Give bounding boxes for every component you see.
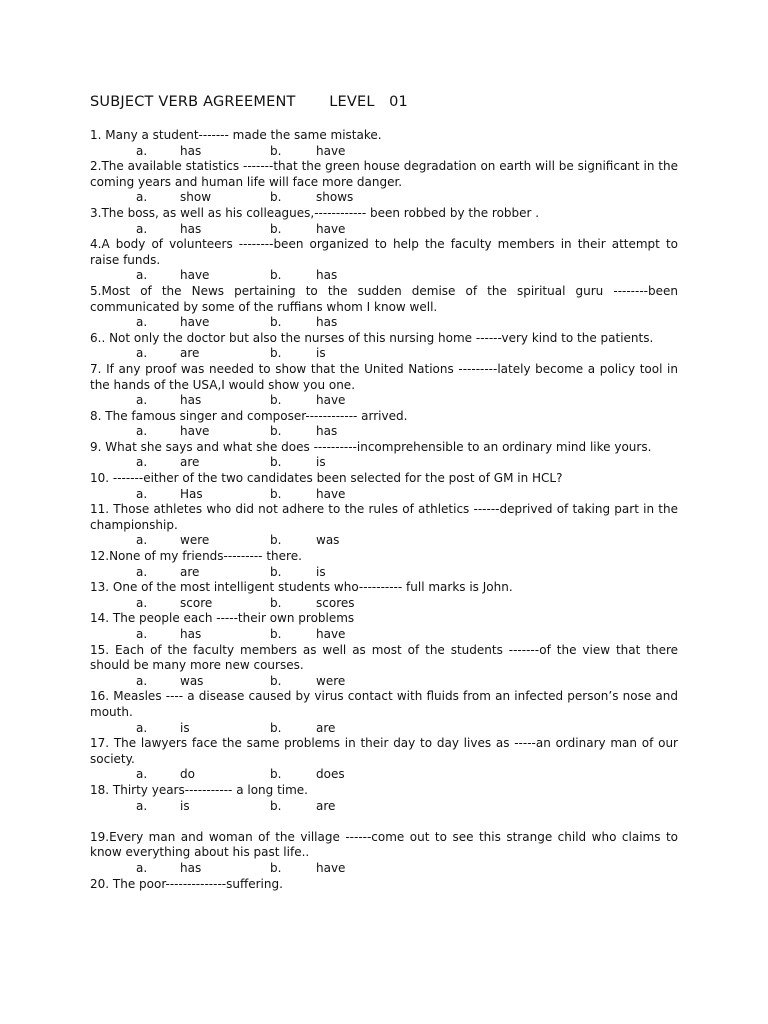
question-list [90, 128, 678, 892]
option-a-text: were [180, 533, 210, 548]
question-text: 7. If any proof was needed to show that the United Nations ---------lately become a policy tool in the hands of the USA,I would show you one. [90, 361, 678, 392]
question-text: 20. The poor--------------suffering. [90, 876, 283, 891]
answer-options [90, 268, 678, 284]
option-a-label: a. [136, 190, 148, 205]
question-item [90, 128, 678, 159]
question-item [90, 580, 678, 611]
question-text: 11. Those athletes who did not adhere to the rules of athletics ------deprived of taking part in the championship. [90, 502, 678, 532]
question-text: 1. Many a student------- made the same mistake. [90, 128, 382, 142]
question-text: 13. One of the most intelligent students who---------- full marks is John. [90, 580, 513, 595]
option-b-label: b. [270, 767, 282, 782]
document-title: SUBJECT VERB AGREEMENT LEVEL 01 [90, 94, 408, 110]
option-a-label: a. [136, 798, 148, 813]
answer-options [90, 799, 678, 815]
option-a-text: have [180, 268, 210, 283]
option-b-text: is [316, 455, 326, 470]
option-a-label: a. [136, 486, 148, 501]
option-b-text: is [316, 564, 326, 579]
question-text: 15. Each of the faculty members as well as most of the students -------of the view that there should be many more new courses. [90, 642, 678, 673]
question-text: 12.None of my friends--------- there. [90, 549, 302, 564]
question-item [90, 736, 678, 783]
option-b-text: have [316, 860, 346, 875]
answer-options [90, 596, 678, 612]
option-a-text: was [180, 673, 204, 688]
question-text: 18. Thirty years----------- a long time. [90, 782, 308, 797]
question-text: 17. The lawyers face the same problems in their day to day lives as -----an ordinary man of our society. [90, 736, 678, 766]
option-b-label: b. [270, 627, 282, 641]
option-b-label: b. [270, 424, 282, 439]
option-a-text: are [180, 455, 200, 470]
option-a-label: a. [136, 564, 148, 579]
option-b-label: b. [270, 798, 282, 813]
answer-options [90, 861, 678, 877]
question-item [90, 206, 678, 237]
option-a-label: a. [136, 767, 148, 782]
option-a-text: is [180, 798, 190, 813]
question-item [90, 643, 678, 690]
question-item [90, 440, 678, 471]
option-b-label: b. [270, 455, 282, 470]
question-text: 2.The available statistics -------that the green house degradation on earth will be significant in the coming years and human life will face more danger. [90, 159, 678, 189]
question-text: 9. What she says and what she does ----------incomprehensible to an ordinary mind like yours. [90, 439, 652, 454]
option-b-text: have [316, 627, 346, 641]
question-item [90, 237, 678, 284]
question-item [90, 284, 678, 331]
option-b-label: b. [270, 190, 282, 205]
answer-options [90, 721, 678, 737]
question-item [90, 362, 678, 409]
question-item [90, 549, 678, 580]
option-b-text: have [316, 221, 346, 236]
option-b-text: has [316, 424, 338, 439]
answer-options [90, 393, 678, 409]
question-text: 6.. Not only the doctor but also the nurses of this nursing home ------very kind to the patients. [90, 330, 654, 345]
answer-options [90, 424, 678, 440]
question-text: 16. Measles ---- a disease caused by virus contact with fluids from an infected person’s nose and mouth. [90, 689, 678, 719]
question-item [90, 689, 678, 736]
option-a-text: has [180, 860, 202, 875]
question-item [90, 877, 678, 893]
option-a-text: has [180, 627, 202, 641]
answer-options [90, 315, 678, 331]
option-a-text: have [180, 315, 210, 330]
answer-options [90, 767, 678, 783]
option-a-label: a. [136, 393, 148, 408]
option-a-text: show [180, 190, 212, 205]
question-text: 3.The boss, as well as his colleagues,------------ been robbed by the robber . [90, 205, 540, 220]
option-a-text: score [180, 595, 213, 610]
option-a-text: has [180, 393, 202, 408]
option-a-label: a. [136, 627, 148, 641]
option-b-label: b. [270, 221, 282, 236]
answer-options [90, 674, 678, 690]
option-b-text: shows [316, 190, 354, 205]
option-a-label: a. [136, 455, 148, 470]
option-b-text: have [316, 393, 346, 408]
question-item [90, 783, 678, 830]
option-b-text: were [316, 673, 346, 688]
question-text: 10. -------either of the two candidates been selected for the post of GM in HCL? [90, 471, 563, 486]
question-item [90, 502, 678, 549]
question-text: 14. The people each -----their own problems [90, 611, 355, 626]
option-a-label: a. [136, 346, 148, 361]
option-a-label: a. [136, 268, 148, 283]
option-a-label: a. [136, 673, 148, 688]
option-b-text: are [316, 798, 336, 813]
option-a-text: have [180, 424, 210, 439]
option-b-label: b. [270, 564, 282, 579]
option-b-text: was [316, 533, 340, 548]
option-b-text: have [316, 486, 346, 501]
option-b-label: b. [270, 486, 282, 501]
question-text: 4.A body of volunteers --------been organized to help the faculty members in their attempt to raise funds. [90, 237, 678, 267]
option-b-label: b. [270, 860, 282, 875]
question-text: 19.Every man and woman of the village ------come out to see this strange child who claims to know everything about his past life.. [90, 829, 678, 860]
question-item [90, 471, 678, 502]
question-item [90, 830, 678, 877]
question-item [90, 159, 678, 206]
option-b-label: b. [270, 268, 282, 283]
answer-options [90, 487, 678, 503]
option-b-text: scores [316, 595, 355, 610]
option-a-text: are [180, 346, 200, 361]
option-a-text: has [180, 221, 202, 236]
option-a-label: a. [136, 221, 148, 236]
option-a-text: is [180, 720, 190, 735]
option-b-text: has [316, 315, 338, 330]
option-b-text: have [316, 143, 346, 158]
option-a-text: do [180, 767, 195, 782]
option-a-text: are [180, 564, 200, 579]
option-b-label: b. [270, 346, 282, 361]
answer-options [90, 627, 678, 643]
option-b-label: b. [270, 595, 282, 610]
option-a-label: a. [136, 720, 148, 735]
option-b-label: b. [270, 143, 282, 158]
option-b-text: has [316, 268, 338, 283]
option-b-label: b. [270, 315, 282, 330]
answer-options [90, 533, 678, 549]
option-a-label: a. [136, 595, 148, 610]
option-b-text: does [316, 767, 345, 782]
question-item [90, 409, 678, 440]
question-text: 5.Most of the News pertaining to the sudden demise of the spiritual guru --------been communicated by some of the ruffians whom I know well. [90, 283, 678, 314]
option-b-label: b. [270, 533, 282, 548]
question-item [90, 611, 678, 642]
question-item [90, 331, 678, 362]
option-a-label: a. [136, 533, 148, 548]
option-a-label: a. [136, 143, 148, 158]
answer-options [90, 222, 678, 238]
option-b-label: b. [270, 673, 282, 688]
option-b-label: b. [270, 393, 282, 408]
option-b-text: is [316, 346, 326, 361]
spacer [90, 814, 678, 830]
option-a-text: Has [180, 486, 203, 501]
option-b-label: b. [270, 720, 282, 735]
option-b-text: are [316, 720, 336, 735]
option-a-label: a. [136, 860, 148, 875]
answer-options [90, 144, 678, 160]
option-a-label: a. [136, 315, 148, 330]
option-a-label: a. [136, 424, 148, 439]
answer-options [90, 565, 678, 581]
option-a-text: has [180, 143, 202, 158]
answer-options [90, 455, 678, 471]
answer-options [90, 190, 678, 206]
question-text: 8. The famous singer and composer------------ arrived. [90, 408, 408, 423]
answer-options [90, 346, 678, 362]
